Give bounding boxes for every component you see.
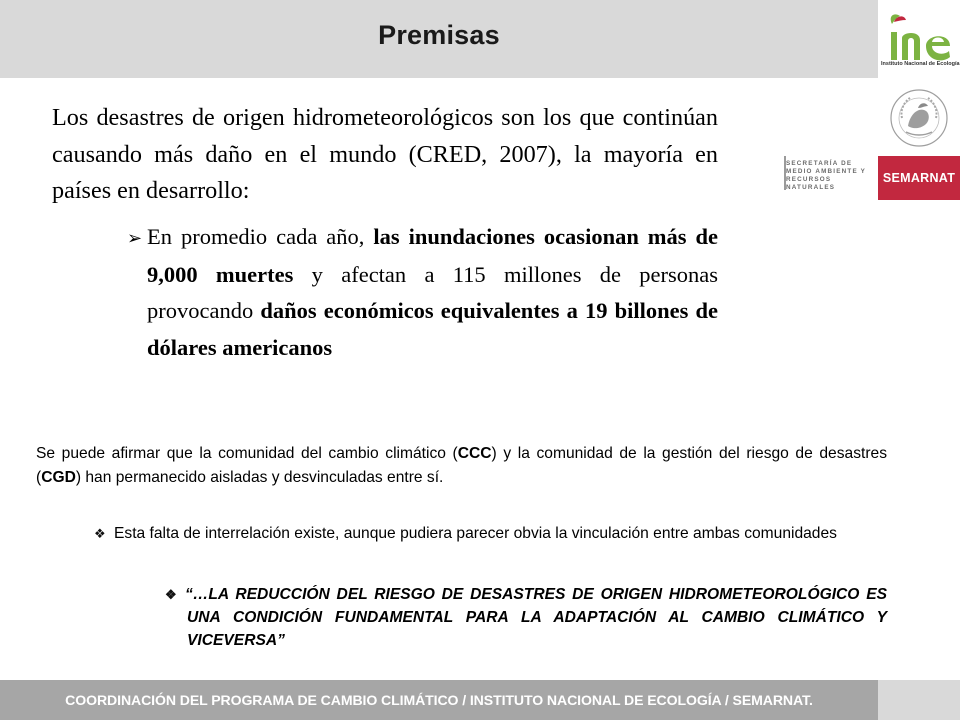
bullet-floods (127, 219, 718, 366)
arrow-bullet-icon: ➢ (127, 228, 143, 248)
diamond-bullet-icon: ❖ (94, 526, 106, 541)
lead-paragraph: Los desastres de origen hidrometeorológicos son los que continúan causando más daño en el mundo (CRED, 2007), la mayoría en países en desarrollo: (52, 104, 718, 204)
bullet-bold-text: daños económicos equivalentes a 19 billones de dólares americanos (147, 298, 719, 360)
footer-bar (0, 680, 878, 720)
title-bar (0, 0, 878, 78)
bullet-text: En promedio cada año, (147, 224, 374, 249)
secretaria-line: RECURSOS NATURALES (786, 176, 836, 191)
diamond-bullet-icon: ❖ (165, 587, 177, 602)
secretaria-line: SECRETARÍA DE (786, 160, 853, 167)
semarnat-label: SEMARNAT (882, 171, 956, 185)
sub-bullet-interrelation (94, 522, 887, 545)
para-text: ) y la comunidad de la gestión del riesgo de desastres ( (36, 445, 887, 486)
slide-title: Premisas (378, 19, 500, 50)
sub-bullet-quote (165, 583, 887, 652)
para-text: Se puede afirmar que la comunidad del cambio climático ( (36, 445, 458, 462)
footer-text: COORDINACIÓN DEL PROGRAMA DE CAMBIO CLIMÁTICO / INSTITUTO NACIONAL DE ECOLOGÍA / SEMARNAT. (65, 692, 813, 708)
ccc-acronym: CCC (457, 445, 492, 462)
secretaria-line: MEDIO AMBIENTE Y (786, 168, 867, 175)
quote-text: “…LA REDUCCIÓN DEL RIESGO DE DESASTRES DE ORIGEN HIDROMETEOROLÓGICO ES UNA CONDICIÓN FUNDAMENTAL PARA LA ADAPTACIÓN AL CAMBIO CLIMÁTICO Y VICEVERSA” (185, 586, 887, 649)
sub-bullet-text: Esta falta de interrelación existe, aunque pudiera parecer obvia la vinculación entre ambas comunidades (114, 525, 837, 542)
para-text: ) han permanecido aisladas y desvinculadas entre sí. (75, 469, 444, 486)
semarnat-logo (878, 156, 960, 200)
mexico-seal-icon (884, 86, 954, 148)
cgd-acronym: CGD (41, 469, 76, 486)
bullet-bold-text: las inundaciones ocasionan más de 9,000 muertes (147, 224, 718, 287)
secretaria-text (786, 160, 876, 192)
bullet-text: y afectan a 115 millones de personas provocando (147, 261, 718, 323)
ccc-cgd-paragraph (36, 442, 887, 490)
footer-corner (878, 680, 960, 720)
ine-label: Instituto Nacional de Ecología (881, 61, 960, 67)
